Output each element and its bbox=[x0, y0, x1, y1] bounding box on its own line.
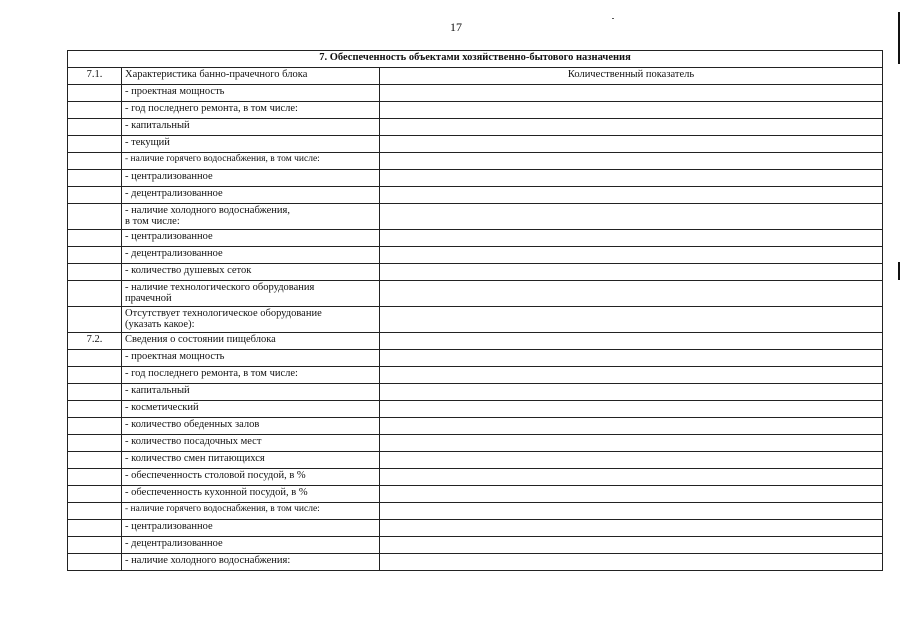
row-number bbox=[68, 247, 122, 264]
row-number bbox=[68, 136, 122, 153]
table-row bbox=[68, 520, 883, 537]
row-number bbox=[68, 153, 122, 170]
row-label: - количество душевых сеток bbox=[122, 264, 380, 281]
value-cell[interactable] bbox=[380, 307, 883, 333]
row-number bbox=[68, 85, 122, 102]
table-row bbox=[68, 136, 883, 153]
row-number bbox=[68, 187, 122, 204]
row-label: - проектная мощность bbox=[122, 350, 380, 367]
value-column-header: Количественный показатель bbox=[380, 68, 883, 85]
row-label: Отсутствует технологическое оборудование (указать какое): bbox=[122, 307, 380, 333]
row-label: - наличие технологического оборудования прачечной bbox=[122, 281, 380, 307]
table-row bbox=[68, 102, 883, 119]
row-label: - децентрализованное bbox=[122, 537, 380, 554]
table-row bbox=[68, 119, 883, 136]
row-number bbox=[68, 503, 122, 520]
row-number bbox=[68, 554, 122, 571]
row-label: - капитальный bbox=[122, 384, 380, 401]
value-cell[interactable] bbox=[380, 136, 883, 153]
row-number bbox=[68, 520, 122, 537]
value-cell[interactable] bbox=[380, 153, 883, 170]
table-row bbox=[68, 537, 883, 554]
row-label: - капитальный bbox=[122, 119, 380, 136]
row-number bbox=[68, 401, 122, 418]
value-cell[interactable] bbox=[380, 333, 883, 350]
value-cell[interactable] bbox=[380, 85, 883, 102]
value-cell[interactable] bbox=[380, 503, 883, 520]
table-row bbox=[68, 153, 883, 170]
value-cell[interactable] bbox=[380, 119, 883, 136]
row-number bbox=[68, 435, 122, 452]
value-cell[interactable] bbox=[380, 350, 883, 367]
row-number bbox=[68, 452, 122, 469]
table-row bbox=[68, 333, 883, 350]
value-cell[interactable] bbox=[380, 230, 883, 247]
value-cell[interactable] bbox=[380, 264, 883, 281]
table-row bbox=[68, 367, 883, 384]
row-label: - обеспеченность столовой посудой, в % bbox=[122, 469, 380, 486]
table-row bbox=[68, 469, 883, 486]
value-cell[interactable] bbox=[380, 435, 883, 452]
row-number bbox=[68, 204, 122, 230]
value-cell[interactable] bbox=[380, 537, 883, 554]
value-cell[interactable] bbox=[380, 204, 883, 230]
facilities-table-body bbox=[68, 51, 883, 571]
section-title-row bbox=[68, 51, 883, 68]
section-title: 7. Обеспеченность объектами хозяйственно-бытового назначения bbox=[68, 51, 883, 68]
row-label: - год последнего ремонта, в том числе: bbox=[122, 367, 380, 384]
table-row bbox=[68, 384, 883, 401]
value-cell[interactable] bbox=[380, 247, 883, 264]
value-cell[interactable] bbox=[380, 554, 883, 571]
table-row bbox=[68, 187, 883, 204]
value-cell[interactable] bbox=[380, 367, 883, 384]
row-label: - наличие горячего водоснабжения, в том числе: bbox=[122, 503, 380, 520]
row-number bbox=[68, 281, 122, 307]
table-row bbox=[68, 418, 883, 435]
row-number bbox=[68, 469, 122, 486]
row-label: - косметический bbox=[122, 401, 380, 418]
row-number bbox=[68, 418, 122, 435]
value-cell[interactable] bbox=[380, 452, 883, 469]
row-label: - децентрализованное bbox=[122, 247, 380, 264]
scan-speck bbox=[612, 18, 614, 19]
row-label: Сведения о состоянии пищеблока bbox=[122, 333, 380, 350]
table-row bbox=[68, 204, 883, 230]
value-cell[interactable] bbox=[380, 170, 883, 187]
value-cell[interactable] bbox=[380, 469, 883, 486]
value-cell[interactable] bbox=[380, 384, 883, 401]
table-row bbox=[68, 281, 883, 307]
row-label: - наличие холодного водоснабжения: bbox=[122, 554, 380, 571]
table-row bbox=[68, 230, 883, 247]
row-label: - количество посадочных мест bbox=[122, 435, 380, 452]
row-label: - наличие горячего водоснабжения, в том числе: bbox=[122, 153, 380, 170]
value-cell[interactable] bbox=[380, 187, 883, 204]
value-cell[interactable] bbox=[380, 102, 883, 119]
page-number: 17 bbox=[450, 20, 462, 34]
row-label: - год последнего ремонта, в том числе: bbox=[122, 102, 380, 119]
row-label: - количество смен питающихся bbox=[122, 452, 380, 469]
scan-edge-line-top bbox=[898, 12, 900, 64]
row-label: - централизованное bbox=[122, 170, 380, 187]
row-number: 7.1. bbox=[68, 68, 122, 85]
row-label: - наличие холодного водоснабжения, в том числе: bbox=[122, 204, 380, 230]
value-cell[interactable] bbox=[380, 281, 883, 307]
table-row bbox=[68, 68, 883, 85]
row-label: - текущий bbox=[122, 136, 380, 153]
row-label: - централизованное bbox=[122, 230, 380, 247]
value-cell[interactable] bbox=[380, 401, 883, 418]
row-label: - децентрализованное bbox=[122, 187, 380, 204]
row-number bbox=[68, 367, 122, 384]
table-row bbox=[68, 247, 883, 264]
table-row bbox=[68, 435, 883, 452]
row-number bbox=[68, 264, 122, 281]
row-number bbox=[68, 350, 122, 367]
row-label: - централизованное bbox=[122, 520, 380, 537]
table-row bbox=[68, 401, 883, 418]
value-cell[interactable] bbox=[380, 520, 883, 537]
row-number bbox=[68, 230, 122, 247]
table-row bbox=[68, 554, 883, 571]
row-label: - количество обеденных залов bbox=[122, 418, 380, 435]
value-cell[interactable] bbox=[380, 418, 883, 435]
table-row bbox=[68, 486, 883, 503]
value-cell[interactable] bbox=[380, 486, 883, 503]
row-number bbox=[68, 384, 122, 401]
table-row bbox=[68, 264, 883, 281]
table-row bbox=[68, 307, 883, 333]
row-label: - обеспеченность кухонной посудой, в % bbox=[122, 486, 380, 503]
facilities-table bbox=[67, 50, 883, 571]
row-label: - проектная мощность bbox=[122, 85, 380, 102]
row-number bbox=[68, 170, 122, 187]
row-label: Характеристика банно-прачечного блока bbox=[122, 68, 380, 85]
table-row bbox=[68, 350, 883, 367]
table-row bbox=[68, 170, 883, 187]
scan-edge-line-middle bbox=[898, 262, 900, 280]
row-number: 7.2. bbox=[68, 333, 122, 350]
row-number bbox=[68, 102, 122, 119]
table-row bbox=[68, 85, 883, 102]
table-row bbox=[68, 503, 883, 520]
row-number bbox=[68, 537, 122, 554]
row-number bbox=[68, 119, 122, 136]
table-row bbox=[68, 452, 883, 469]
row-number bbox=[68, 307, 122, 333]
row-number bbox=[68, 486, 122, 503]
